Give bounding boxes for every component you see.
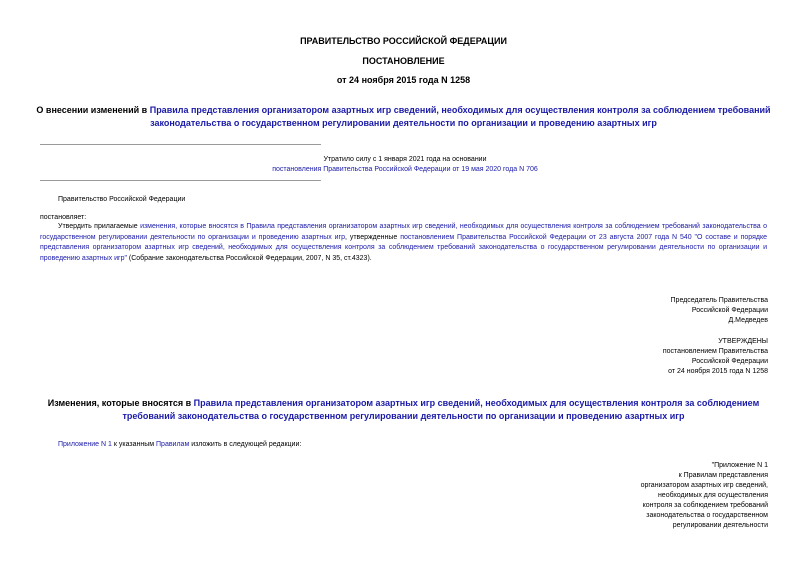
paragraph-text-b: , утвержденные xyxy=(345,233,401,241)
changes-title-prefix: Изменения, которые вносятся в xyxy=(47,398,194,408)
changes-title xyxy=(20,397,787,423)
paragraph-link-resolution-540[interactable]: постановлением Правительства Российской Федерации от 23 августа 2007 года N 540 "О составе и порядке представления организатором азартных игр сведений, необходимых для осуществления контроля за соблюдением требований законодательства о государственном регулировании деятельности по организации и проведению азартных игр" xyxy=(40,233,767,262)
divider-bottom xyxy=(40,180,321,181)
paragraph-text-c: (Собрание законодательства Российской Федерации, 2007, N 35, ст.4323). xyxy=(126,254,372,262)
title-link-rules[interactable]: Правила представления организатором азартных игр сведений, необходимых для осуществления контроля за соблюдением требований xyxy=(149,105,771,115)
approved-by: постановлением Правительства xyxy=(662,348,768,355)
signature-block xyxy=(540,296,768,326)
appendix-header xyxy=(540,461,768,531)
approved-country: Российской Федерации xyxy=(691,358,768,365)
resolution-paragraph xyxy=(40,222,767,264)
appendix-header-line: организатором азартных игр сведений, xyxy=(640,482,768,489)
approved-title: УТВЕРЖДЕНЫ xyxy=(718,338,768,345)
appendix-header-line: к Правилам представления xyxy=(678,472,768,479)
changes-title-link[interactable]: Правила представления организатором азартных игр сведений, необходимых для осуществления контроля за соблюдением xyxy=(193,398,760,408)
changes-title-link-cont[interactable]: требований законодательства о государственном регулировании деятельности по организации и проведению азартных игр xyxy=(122,411,685,421)
paragraph-link-changes[interactable]: изменения, которые вносятся в Правила представления организатором азартных игр сведений, необходимых для осуществления контроля за соблюдением требований законодательства о государственном регулировании деятельности по организации и проведению азартных игр xyxy=(40,223,767,241)
appendix-header-line: "Приложение N 1 xyxy=(711,462,768,469)
appendix-instruction-end: изложить в следующей редакции: xyxy=(189,441,302,448)
rules-link[interactable]: Правилам xyxy=(156,441,190,448)
appendix-instruction xyxy=(58,440,301,450)
paragraph-text-a: Утвердить прилагаемые xyxy=(58,223,141,230)
appendix-header-line: законодательства о государственном xyxy=(646,512,768,519)
appendix-link[interactable]: Приложение N 1 xyxy=(58,441,112,448)
appendix-header-line: необходимых для осуществления xyxy=(657,492,768,499)
document-date-number: от 24 ноября 2015 года N 1258 xyxy=(336,75,471,85)
appendix-header-line: регулировании деятельности xyxy=(672,522,768,529)
approved-block xyxy=(540,337,768,377)
divider-top xyxy=(40,144,321,145)
document-title xyxy=(20,104,787,130)
title-link-rules-cont[interactable]: законодательства о государственном регулировании деятельности по организации и проведению азартных игр xyxy=(150,118,657,128)
signature-position: Председатель Правительства xyxy=(670,297,768,304)
signature-country: Российской Федерации xyxy=(691,307,768,314)
document-type: ПОСТАНОВЛЕНИЕ xyxy=(362,56,445,66)
signature-name: Д.Медведев xyxy=(728,317,768,324)
government-heading: ПРАВИТЕЛЬСТВО РОССИЙСКОЙ ФЕДЕРАЦИИ xyxy=(300,36,507,46)
status-repeal-link[interactable]: постановления Правительства Российской Федерации от 19 мая 2020 года N 706 xyxy=(272,166,538,173)
approved-date: от 24 ноября 2015 года N 1258 xyxy=(668,368,768,375)
appendix-header-line: контроля за соблюдением требований xyxy=(642,502,768,509)
status-line: Утратило силу с 1 января 2021 года на основании xyxy=(323,156,487,163)
title-prefix: О внесении изменений в xyxy=(36,105,150,115)
issuer-text: Правительство Российской Федерации xyxy=(58,196,186,203)
appendix-instruction-mid: к указанным xyxy=(111,441,157,448)
decrees-text: постановляет: xyxy=(40,214,87,221)
